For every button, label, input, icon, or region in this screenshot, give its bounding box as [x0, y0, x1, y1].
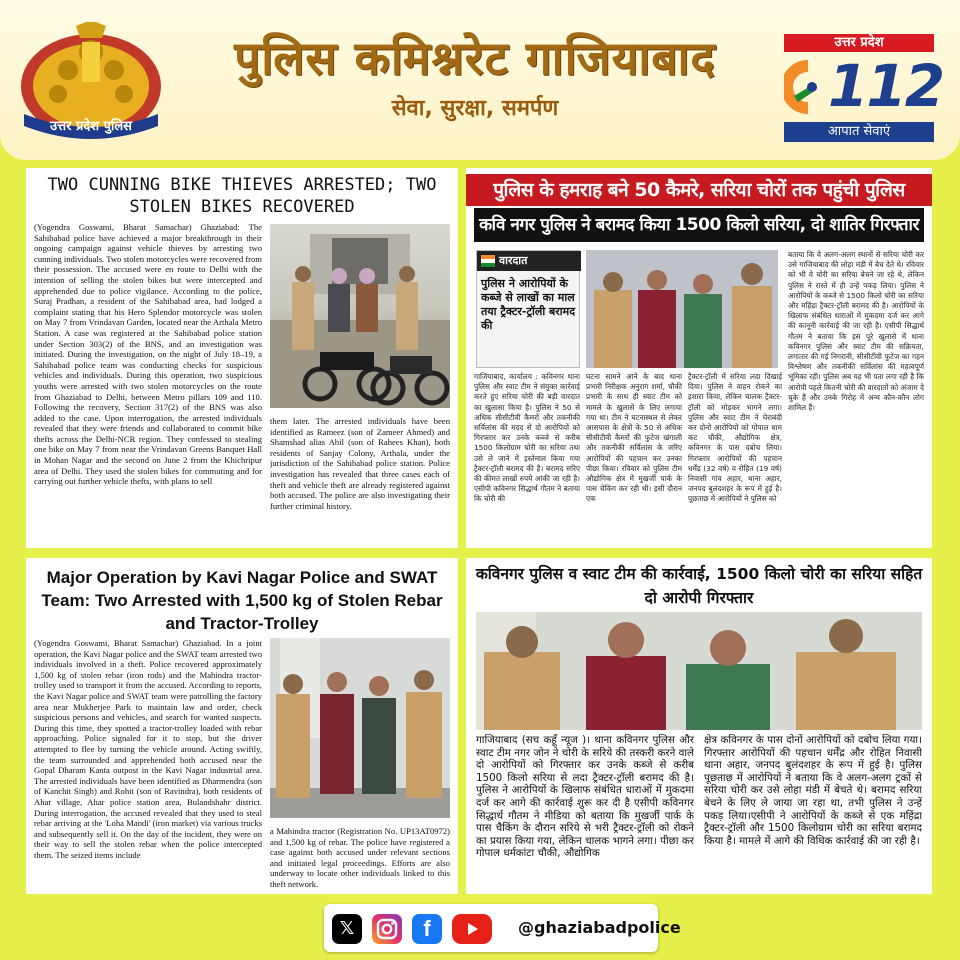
- clipping-column-1: गाजियाबाद (सच कहूँ न्यूज )। थाना कविनगर पुलिस और स्वाट टीम नगर जोन ने चोरी के सरिये की तस्करी करने वाले दो आरोपियों को गिरफ्तार कर उनके कब्जे से करीब 1500 किलो सरिया से लदा ट्रैक्टर-ट्रॉली बरामद की है। पुलिस ने आरोपियों के खिलाफ संबंधित धाराओं में मुकदमा दर्ज कर आगे की कार्रवाई शुरू कर दी है एसीपी कविनगर सिद्धार्थ गौतम ने मीडिया को बताया कि मुखर्जी पार्क के पास चैकिंग के दौरान सरिये से भरी ट्रैक्टर-ट्रॉली को रोकने का प्रयास किया गया, लेकिन चालक भागने लगा। पीछा कर गोपाल धर्मकांटा चौकी, औद्योगिक: [476, 734, 694, 860]
- arrest-photo: [586, 250, 778, 368]
- page-tagline: सेवा, सुरक्षा, समर्पण: [391, 96, 559, 121]
- x-icon[interactable]: 𝕏: [332, 914, 362, 944]
- social-media-bar: [324, 904, 681, 952]
- clipping-column-3: ट्रैक्टर-ट्रॉली में सरिया लदा दिखाई दिया। पुलिस ने वाहन रोकने का इशारा किया, लेकिन चालक ट्रैक्टर-ट्रॉली को मोड़कर भागने लगा। पुलिस और स्वाट टीम ने घेराबंदी कर दोनों आरोपियों को गोपाल धाम कट चौकी, औद्योगिक क्षेत्र, कविनगर के पास दबोच लिया। गिरफ्तार आरोपियों की पहचान धर्मेंद्र (32 वर्ष) व रोहित (19 वर्ष) निवासी गांव अहार, थाना अहार, जनपद बुलंदशहर के रूप में हुई है। पूछताछ में आरोपियों ने पुलिस को: [688, 372, 782, 504]
- clipping-body-left: (Yogendra Goswami, Bharat Samachar) Ghaziabad: The Sahibabad police have achieved a major breakthrough in their ongoing campaign against vehicle thieves by arresting two cunning individuals. Two stolen motorcycles were recovered from their possession. The accused were en route to Delhi with the intention of selling the stolen bikes but were intercepted and apprehended due to police vigilance. According to the police, Suraj Pradhan, a resident of the Sahibabad area, had lodged a complaint stating that his Hero Splendor motorcycle was stolen on May 7 from Vrindavan Garden, located near the Arthala Metro Station. A case was registered at the Sahibabad police station under Section 303(2) of the BNS, and an investigation was initiated. During the investigation, on the night of July 18–19, a Sahibabad police team was conducting checks for suspicious vehicles and individuals. During this operation, two suspicious youths were arrested with two stolen motorcycles on the route from Ghaziabad to Delhi, between Metro pillars 109 and 110. Following the recovery, Section 317(2) of the BNS was also added to the case. Upon interrogation, the arrested individuals revealed that they were friends and collaborated to commit bike thefts across the Delhi-NCR region. They confessed to stealing one bike on May 7 from near the Vrindavan Greens Banquet Hall in Mohan Nagar and the second on June 2 from the Khichripur area of Delhi. They used the stolen bikes for commuting and for carrying out further vehicle thefts, with plans to sell: [34, 222, 262, 487]
- clipping-subheadline: कवि नगर पुलिस ने बरामद किया 1500 किलो सरिया, दो शातिर गिरफ्तार: [474, 208, 924, 242]
- clipping-headline: कविनगर पुलिस व स्वाट टीम की कार्रवाई, 1500 किलो चोरी का सरिया सहित दो आरोपी गिरफ्तार: [475, 565, 923, 607]
- clipping-body-right: them later. The arrested individuals have been identified as Rameez (son of Zameer Ahmed) and Shamshad alias Abil (son of Rahees Khan), both residents of Sanjay Colony, Arthala, under the jurisdiction of the Sahibabad police station. Police investigation has revealed that three cases each of theft and vehicle theft are already registered against both accused. The police are also investigating their further criminal history.: [270, 416, 450, 511]
- arrest-photo: [270, 224, 450, 408]
- news-clipping-rebar-english: [26, 558, 458, 894]
- helpline-caption: आपात सेवाएं: [784, 122, 934, 142]
- clipping-headline: Major Operation by Kavi Nagar Police and SWAT Team: Two Arrested with 1,500 kg of Stolen Rebar and Tractor-Trolley: [41, 568, 443, 633]
- clipping-column-2: घटना सामने आने के बाद थाना प्रभारी निरीक्षक अनुराग शर्मा, चौकी प्रभारी के साथ ही स्वाट टीम को मामले के खुलासे के लिए लगाया गया था। टीम ने घटनास्थल से लेकर आसपास के क्षेत्रों के 50 से अधिक सीसीटीवी कैमरों की फुटेज खंगाली और तकनीकी सर्विलांस के जरिए आरोपियों की पहचान कर उनका पीछा किया। रविवार को पुलिस टीम औद्योगिक क्षेत्र में मुखर्जी पार्क के पास चेकिंग कर रही थी। इसी दौरान एक: [586, 372, 682, 504]
- clipping-headline: TWO CUNNING BIKE THIEVES ARRESTED; TWO STOLEN BIKES RECOVERED: [47, 175, 437, 217]
- clipping-headline: पुलिस के हमराह बने 50 कैमरे, सरिया चोरों तक पहुंची पुलिस: [466, 174, 932, 206]
- clipping-column-4: बताया कि वे अलग-अलग स्थानों से सरिया चोरी कर उसे गाजियाबाद की लोहा मंडी में बेच देते थे। रविवार को भी वे चोरी का सरिया बेचने जा रहे थे, लेकिन पुलिस ने रास्ते में ही उन्हें पकड़ लिया। पुलिस ने आरोपियों के कब्जे से 1500 किलो चोरी का सरिया और महिंद्रा ट्रैक्टर-ट्रॉली बरामद की है। आरोपियों के खिलाफ संबंधित धाराओं में मुकदमा दर्ज कर आगे की कानूनी कार्रवाई की जा रही है। एसीपी सिद्धार्थ गौतम ने बताया कि इस पूरे खुलासे में थाना कविनगर पुलिस और स्वाट टीम की सक्रियता, लगातार की गई निगरानी, सीसीटीवी फुटेज का गहन विश्लेषण और तकनीकी सर्विलांस की महत्वपूर्ण भूमिका रही। पुलिस अब यह भी पता लगा रही है कि आरोपी पहले कितनी चोरी की वारदातों को अंजाम दे चुके हैं और उनके गिरोह में अन्य कौन-कौन लोग शामिल हैं।: [788, 250, 924, 413]
- arrest-photo: [476, 612, 922, 730]
- instagram-icon[interactable]: [372, 914, 402, 944]
- emblem-text: उत्तर प्रदेश पुलिस: [50, 119, 132, 134]
- facebook-icon[interactable]: f: [412, 914, 442, 944]
- incident-box: [476, 250, 580, 368]
- incident-tag-label: वारदात: [499, 254, 528, 267]
- helpline-number: 112: [828, 52, 944, 120]
- clipping-column-1: गाजियाबाद, कार्यालय : कविनगर थाना पुलिस और स्वाट टीम ने संयुक्त कार्रवाई करते हुए सरिया चोरी की बड़ी वारदात का खुलासा किया है। पुलिस ने 50 से अधिक सीसीटीवी कैमरों और तकनीकी सर्विलांस की मदद से दो आरोपियों को गिरफ्तार कर उनके कब्जे से करीब 1500 किलोग्राम चोरी का सरिया तथा उसे ले जाने में इस्तेमाल किया गया ट्रैक्टर-ट्रॉली बरामद की है। बरामद सरिए की कीमत लाखों रुपये आंकी जा रही है। एसीपी कविनगर सिद्धार्थ गौतम ने बताया कि चोरी की: [474, 372, 580, 504]
- news-clipping-bike-thieves: [26, 168, 458, 548]
- news-clipping-hindi-cameras: [466, 168, 932, 548]
- helpline-state: उत्तर प्रदेश: [784, 34, 934, 52]
- clipping-column-2: क्षेत्र कविनगर के पास दोनों आरोपियों को दबोच लिया गया।गिरफ्तार आरोपियों की पहचान धर्मेंद्र और रोहित निवासी थाना अहार, जनपद बुलंदशहर के रूप में हुई है। पुलिस पूछताछ में आरोपियों ने बताया कि वे अलग-अलग ट्रकों से सरिया चोरी कर उसे लोहा मंडी में बेचते थे। बरामद सरिया बेचने के लिए ले जाया जा रहा था, तभी पुलिस ने उन्हें पकड़ लिया।एसीपी ने आरोपियों के कब्जे से एक महिंद्रा ट्रैक्टर-ट्रॉली और 1500 किलोग्राम चोरी का सरिया बरामद किया है। मामले में आगे की विधिक कार्रवाई की जा रही है।: [704, 734, 922, 847]
- incident-summary: पुलिस ने आरोपियों के कब्जे से लाखों का माल तया ट्रैक्टर-ट्रॉली बरामद की: [481, 277, 576, 332]
- phone-icon: [784, 56, 832, 118]
- page-title: पुलिस कमिश्नरेट गाजियाबाद: [234, 31, 716, 85]
- page-header: [0, 0, 960, 160]
- arrest-photo: [270, 638, 450, 818]
- up-police-emblem-icon: [18, 22, 164, 142]
- helpline-112-logo: [784, 34, 944, 144]
- youtube-icon[interactable]: [452, 914, 492, 944]
- incident-tag: [477, 251, 581, 271]
- news-clipping-rebar-hindi: [466, 558, 932, 894]
- clipping-body-left: (Yogendra Goswami, Bharat Samachar) Ghaziabad. In a joint operation, the Kavi Nagar police and the SWAT team arrested two individuals involved in a theft. Police recovered approximately 1,500 kg of stolen rebar (iron rods) and the Mahindra tractor-trolley used to transport it from the accused. According to reports, the Kavi Nagar police and SWAT team were patrolling the factory area near Mukherjee Park to maintain law and order, check suspicious persons and vehicles, and search for wanted suspects. During this time, they spotted a tractor-trolley loaded with rebar approaching. Police signaled for it to stop, but the driver attempted to flee by turning the vehicle around. Acting swiftly, the team surrounded and apprehended both accused near the Gopal Dharam Kanta outpost in the Kavi Nagar industrial area. The arrested individuals have been identified as Dharmendra (son of Kanchit Singh) and Rohit (son of Ravindra), both residents of Ahar village, Ahar police station area, Bulandshahr district. During interrogation, the accused revealed that they used to steal rebar arriving at the 'Loha Mandi' (iron market) via various trucks and subsequently sell it. On the day of the incident, they were on their way to sell the stolen rebar when the police intercepted them. The seized items include: [34, 638, 262, 860]
- clipping-body-right: a Mahindra tractor (Registration No. UP13AT0972) and 1,500 kg of rebar. The police have registered a case against both accused under relevant sections and initiated legal proceedings. Efforts are also underway to locate other individuals linked to this theft network.: [270, 826, 450, 889]
- social-handle[interactable]: @ghaziabadpolice: [518, 918, 681, 937]
- flag-icon: [481, 255, 495, 267]
